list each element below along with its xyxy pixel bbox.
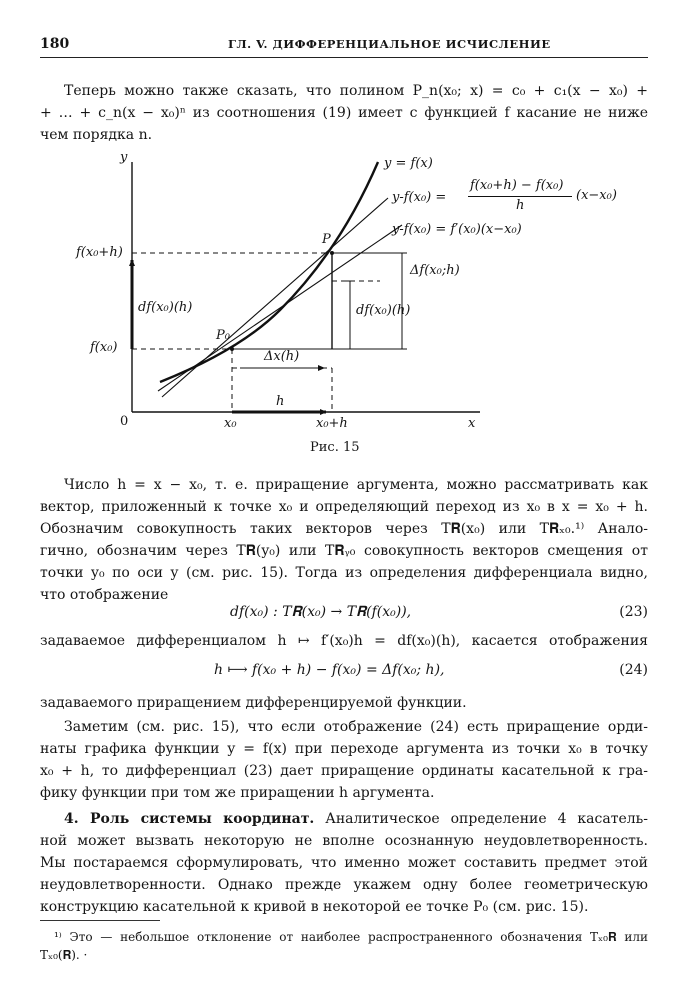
point-p0 <box>230 347 234 351</box>
df-left-label: df(x₀)(h) <box>138 300 193 315</box>
text-line: что отображение <box>40 587 169 603</box>
text-line: + … + c_n(x − x₀)ⁿ из соотношения (19) имеет с функцией f касание не ниже <box>40 105 648 121</box>
text-line: гично, обозначим через T𝐑(y₀) или T𝐑ᵧ₀ совокупность векторов смещения от <box>40 543 648 559</box>
text-line: Обозначим совокупность таких векторов через T𝐑(x₀) или T𝐑ₓ₀.¹⁾ Анало- <box>40 521 648 537</box>
y-axis-label: y <box>120 150 128 165</box>
text-line: Теперь можно также сказать, что полином P_n(x₀; x) = c₀ + c₁(x − x₀) + <box>64 83 648 99</box>
text-line: Аналитическое определение 4 касатель- <box>325 811 648 827</box>
running-title: ГЛ. V. ДИФФЕРЕНЦИАЛЬНОЕ ИСЧИСЛЕНИЕ <box>228 37 551 51</box>
text-line: задаваемого приращением дифференцируемой функции. <box>40 695 467 711</box>
figure-caption: Рис. 15 <box>310 440 360 455</box>
paragraph-vectors <box>40 474 648 606</box>
x0h-label: x₀+h <box>316 416 348 431</box>
equation-24 <box>40 662 648 684</box>
equation-24-body: h ⟼ f(x₀ + h) − f(x₀) = Δf(x₀; h), <box>214 662 445 678</box>
text-line: чем порядка n. <box>40 127 153 143</box>
point-p0-label: P₀ <box>216 328 230 343</box>
f-x0h-label: f(x₀+h) <box>76 245 123 260</box>
equation-24-number: (24) <box>619 662 648 678</box>
text-line: конструкцию касательной к кривой в некоторой ее точке P₀ (см. рис. 15). <box>40 899 589 915</box>
equation-23 <box>40 604 648 626</box>
equation-23-body: df(x₀) : T𝐑(x₀) → T𝐑(f(x₀)), <box>230 604 412 620</box>
curve-label: y = f(x) <box>384 156 433 171</box>
footnote-line: ¹⁾ Это — небольшое отклонение от наиболее распространенного обозначения Tₓ₀𝐑 или <box>54 930 648 944</box>
text-line: Заметим (см. рис. 15), что если отображение (24) есть приращение орди- <box>64 719 648 735</box>
line-after-23 <box>40 630 648 652</box>
section-4-heading: 4. Роль системы координат. <box>64 811 315 827</box>
line-after-24 <box>40 692 648 714</box>
text-line: неудовлетворенности. Однако прежде укажем одну более геометрическую <box>40 877 648 893</box>
text-line: наты графика функции y = f(x) при переходе аргумента из точки x₀ в точку <box>40 741 648 757</box>
text-line: задаваемое дифференциалом h ↦ f′(x₀)h = df(x₀)(h), касается отображения <box>40 633 648 649</box>
tangent-label: y-f(x₀) = f′(x₀)(x−x₀) <box>392 222 522 237</box>
x-axis-label: x <box>468 416 476 431</box>
footnote-line: Tₓ₀(𝐑). · <box>40 948 88 962</box>
secant-label-denominator: h <box>516 198 525 213</box>
footnote <box>40 928 648 964</box>
secant-label-tail: (x−x₀) <box>576 188 617 203</box>
section-4-first-line <box>40 808 648 830</box>
equation-23-number: (23) <box>619 604 648 620</box>
secant-fraction-bar <box>468 196 572 197</box>
text-line: Мы постараемся сформулировать, что именно может составить предмет этой <box>40 855 648 871</box>
text-line: ной может вызвать некоторую не вполне осознанную неудовлетворенность. <box>40 833 648 849</box>
paragraph-remark <box>40 716 648 804</box>
text-line: Число h = x − x₀, т. е. приращение аргумента, можно рассматривать как <box>64 477 648 493</box>
df-right-label: df(x₀)(h) <box>356 303 411 318</box>
page-number: 180 <box>40 36 70 52</box>
f-x0-label: f(x₀) <box>90 340 118 355</box>
text-line: фику функции при том же приращении h аргумента. <box>40 785 435 801</box>
text-line: точки y₀ по оси y (см. рис. 15). Тогда из определения дифференциала видно, <box>40 565 648 581</box>
section-4 <box>40 808 648 918</box>
header-rule <box>40 57 648 58</box>
running-header <box>40 36 648 58</box>
point-p <box>330 251 334 255</box>
point-p-label: P <box>322 232 331 247</box>
delta-f-label: Δf(x₀;h) <box>410 263 460 278</box>
origin-label: 0 <box>120 414 129 429</box>
intro-paragraph <box>40 80 648 146</box>
secant-label-numerator: f(x₀+h) − f(x₀) <box>470 178 564 193</box>
h-label: h <box>276 394 285 409</box>
footnote-rule <box>40 920 160 921</box>
x0-label: x₀ <box>224 416 237 431</box>
text-line: вектор, приложенный к точке x₀ и определяющий переход из x₀ в x = x₀ + h. <box>40 499 648 515</box>
text-line: x₀ + h, то дифференциал (23) дает приращение ординаты касательной к гра- <box>40 763 648 779</box>
secant-label-lhs: y-f(x₀) = <box>392 190 447 205</box>
delta-x-label: Δx(h) <box>264 349 300 364</box>
figure-15 <box>40 150 648 466</box>
